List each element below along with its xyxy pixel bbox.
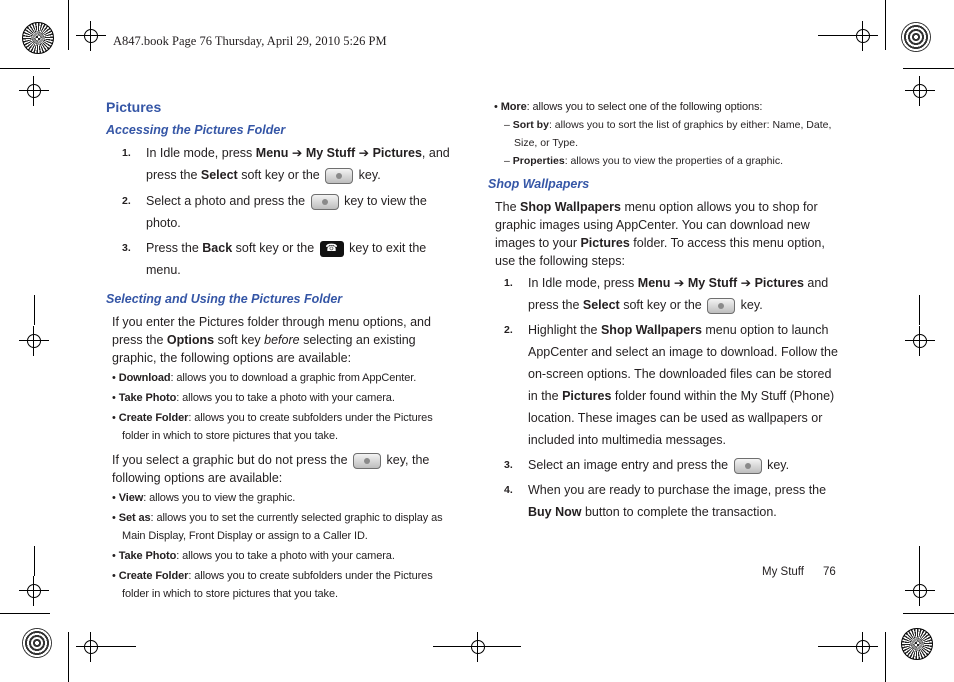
- crop-mark: [818, 35, 848, 36]
- dash-item: – Properties: allows you to view the properties of a graphic.: [504, 155, 783, 167]
- crosshair-icon: [463, 632, 493, 662]
- crosshair-icon: [19, 576, 49, 606]
- step-item: [106, 142, 458, 186]
- crop-mark: [0, 68, 50, 69]
- ok-key-icon: [734, 458, 762, 474]
- left-column: [106, 98, 458, 603]
- crop-mark: [885, 632, 886, 682]
- step-number: 2.: [504, 324, 513, 336]
- step-text: In Idle mode, press Menu ➔ My Stuff ➔ Pictures and press the Select soft key or the key.: [528, 276, 829, 312]
- ok-key-icon: [311, 194, 339, 210]
- registration-starburst-icon: [901, 628, 933, 660]
- subsection-title: Shop Wallpapers: [488, 177, 590, 191]
- step-number: 1.: [504, 277, 513, 289]
- crop-mark: [885, 0, 886, 50]
- bullet-item: • Take Photo: allows you to take a photo with your camera.: [112, 550, 395, 562]
- bullet-item: • View: allows you to view the graphic.: [112, 492, 296, 504]
- crop-mark: [919, 546, 920, 576]
- crosshair-icon: [905, 326, 935, 356]
- ok-key-icon: [353, 453, 381, 469]
- step-item: [106, 190, 458, 234]
- subsection-title: Selecting and Using the Pictures Folder: [106, 292, 343, 306]
- crop-mark: [34, 295, 35, 325]
- crosshair-icon: [19, 326, 49, 356]
- step-item: [488, 479, 840, 523]
- crosshair-icon: [905, 576, 935, 606]
- bullet-item: • Create Folder: allows you to create subfolders under the Pictures folder in which to store pictures that you take.: [112, 570, 433, 600]
- step-text: Select a photo and press the key to view the photo.: [146, 194, 427, 230]
- paragraph: The Shop Wallpapers menu option allows you to shop for graphic images using AppCenter. You can download new images to your Pictures folder. To access this menu option, use the following steps:: [495, 200, 825, 268]
- crop-mark: [919, 295, 920, 325]
- step-number: 2.: [122, 195, 131, 207]
- crosshair-icon: [76, 632, 106, 662]
- step-text: Select an image entry and press the key.: [528, 458, 790, 472]
- crosshair-icon: [848, 21, 878, 51]
- step-item: [488, 319, 840, 451]
- step-item: [106, 237, 458, 281]
- registration-target-icon: [22, 628, 52, 658]
- page-number: 76: [823, 566, 836, 578]
- footer-section: My Stuff: [762, 566, 804, 578]
- ok-key-icon: [707, 298, 735, 314]
- ok-key-icon: [325, 168, 353, 184]
- crosshair-icon: [905, 76, 935, 106]
- step-number: 4.: [504, 484, 513, 496]
- crosshair-icon: [19, 76, 49, 106]
- end-key-icon: ☎: [320, 241, 344, 257]
- step-number: 1.: [122, 147, 131, 159]
- paragraph: If you select a graphic but do not press the key, the following options are available:: [112, 453, 430, 485]
- bullet-item: • Download: allows you to download a graphic from AppCenter.: [112, 372, 417, 384]
- crop-mark: [68, 0, 69, 50]
- bullet-item: • Take Photo: allows you to take a photo with your camera.: [112, 392, 395, 404]
- step-text: Highlight the Shop Wallpapers menu option to launch AppCenter and select an image to download. Follow the on-screen options. The downloaded files can be stored in the Pictures folder found within the My Stuff (Phone) location. These images can be used as wallpapers or included into multimedia messages.: [528, 323, 838, 447]
- crop-mark: [903, 68, 954, 69]
- crop-mark: [903, 613, 954, 614]
- crosshair-icon: [76, 21, 106, 51]
- step-number: 3.: [504, 459, 513, 471]
- crosshair-icon: [848, 632, 878, 662]
- bullet-item: • Create Folder: allows you to create subfolders under the Pictures folder in which to store pictures that you take.: [112, 412, 433, 442]
- section-title: Pictures: [106, 99, 162, 115]
- step-item: [488, 272, 840, 316]
- crop-mark: [34, 546, 35, 576]
- step-number: 3.: [122, 242, 131, 254]
- crop-mark: [0, 613, 50, 614]
- step-item: [488, 454, 840, 476]
- crop-mark: [106, 646, 136, 647]
- right-column: [488, 98, 840, 523]
- crop-mark: [818, 646, 848, 647]
- bullet-item: • More: allows you to select one of the following options:: [494, 101, 763, 113]
- paragraph: If you enter the Pictures folder through menu options, and press the Options soft key before selecting an existing graphic, the following options are available:: [112, 315, 431, 365]
- step-text: Press the Back soft key or the ☎ key to exit the menu.: [146, 241, 427, 277]
- subsection-title: Accessing the Pictures Folder: [106, 123, 286, 137]
- registration-starburst-icon: [22, 22, 54, 54]
- crop-mark: [433, 646, 521, 647]
- registration-target-icon: [901, 22, 931, 52]
- print-header: A847.book Page 76 Thursday, April 29, 2010 5:26 PM: [113, 34, 387, 48]
- bullet-item: • Set as: allows you to set the currently selected graphic to display as Main Display, Front Display or assign to a Caller ID.: [112, 512, 443, 542]
- dash-item: – Sort by: allows you to sort the list of graphics by either: Name, Date, Size, or Type.: [504, 119, 832, 149]
- crop-mark: [68, 632, 69, 682]
- step-text: When you are ready to purchase the image, press the Buy Now button to complete the transaction.: [528, 483, 827, 519]
- step-text: In Idle mode, press Menu ➔ My Stuff ➔ Pictures, and press the Select soft key or the key.: [146, 146, 450, 182]
